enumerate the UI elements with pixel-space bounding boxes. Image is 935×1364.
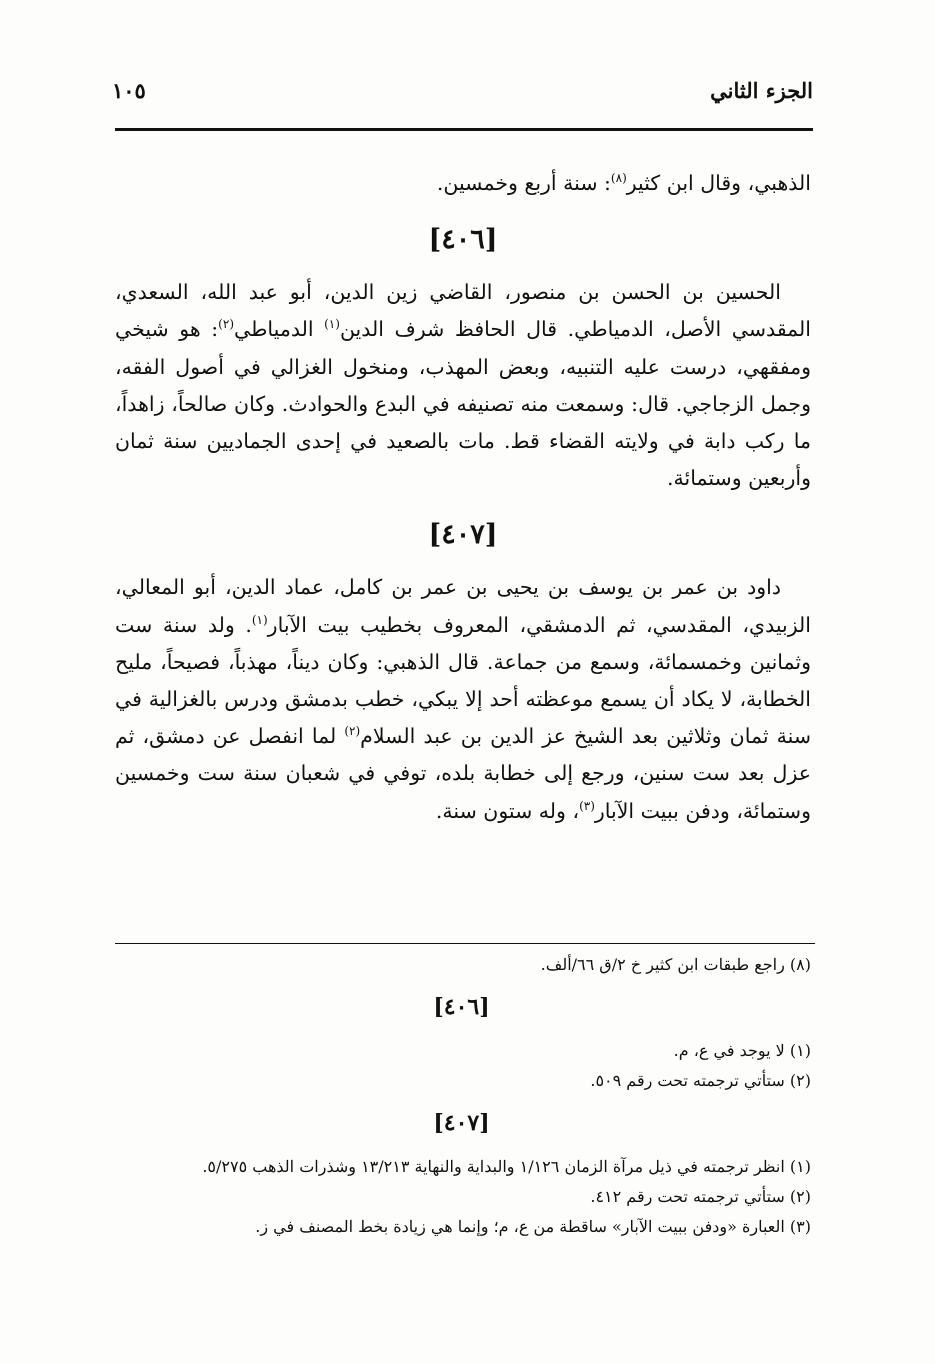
footnote-rule	[115, 943, 815, 944]
main-text	[115, 165, 811, 830]
footnote	[112, 950, 811, 980]
footnote	[112, 1066, 811, 1096]
running-header	[112, 78, 813, 103]
entry-407-text	[115, 569, 811, 829]
header-rule	[115, 128, 813, 131]
footnote-mark: (٨)	[789, 955, 811, 974]
page-number: ١٠٥	[112, 78, 146, 103]
footnote-ref: (١)	[324, 317, 340, 332]
entry-text-part: داود بن عمر بن يوسف بن يحيى بن عمر بن كامل، عماد الدين، أبو المعالي، الزبيدي، المقدسي، ثم الدمشقي، المعروف بخطيب بيت الآبار	[115, 575, 811, 637]
intro-paragraph	[115, 165, 811, 202]
footnote	[112, 1036, 811, 1066]
footnote-ref: (٢)	[218, 317, 234, 332]
footnote-section-406: [٤٠٦]	[433, 994, 490, 1020]
footnote-mark: (٢)	[789, 1071, 811, 1090]
entry-406-text	[115, 274, 811, 497]
footnote-ref: (٣)	[579, 798, 595, 813]
footnotes	[112, 950, 811, 1242]
footnote-text: ستأتي ترجمته تحت رقم ٥٠٩.	[590, 1071, 785, 1090]
footnote	[112, 1182, 811, 1212]
entry-text-part: الحسين بن الحسن بن منصور، القاضي زين الدين، أبو عبد الله، السعدي، المقدسي الأصل، الدمياطي. قال الحافظ شرف الدين	[115, 280, 811, 342]
entry-text-part: : هو شيخي ومفقهي، درست عليه التنبيه، وبعض المهذب، ومنخول الغزالي في أصول الفقه، وجمل الزجاجي. قال: وسمعت منه تصنيفه في البدع والحوادث. وكان صالحاً، زاهداً، ما ركب دابة في ولايته القضاء قط. مات بالصعيد في إحدى الجماديين سنة ثمان وأربعين وستمائة.	[115, 317, 811, 491]
footnote-mark: (٣)	[789, 1217, 811, 1236]
footnote-ref: (٢)	[344, 724, 361, 739]
entry-text-part: ، وله ستون سنة.	[435, 798, 580, 823]
footnote-text: ستأتي ترجمته تحت رقم ٤١٢.	[590, 1187, 785, 1206]
entry-number-406: [٤٠٦]	[428, 224, 498, 256]
footnote	[112, 1152, 811, 1182]
footnote	[112, 1212, 811, 1242]
entry-text-part: . ولد سنة ست وثمانين وخمسمائة، وسمع من جماعة. قال الذهبي: وكان ديناً، مهذباً، فصيحاً، مليح الخطابة، لا يكاد أن يسمع موعظته أحد إلا يبكي، خطب بدمشق ودرس بالغزالية في سنة ثمان وثلاثين بعد الشيخ عز الدين بن عبد السلام	[115, 612, 811, 749]
entry-text-part: الدمياطي	[234, 317, 325, 342]
intro-text-end: : سنة أربع وخمسين.	[436, 171, 611, 195]
entry-text-part: لما انفصل عن دمشق، ثم عزل بعد ست سنين، ورجع إلى خطابة بلده، توفي في شعبان سنة ست وخمسين وستمائة، ودفن ببيت الآبار	[115, 724, 811, 823]
footnote-text: لا يوجد في ع، م.	[673, 1041, 785, 1060]
footnote-section-407: [٤٠٧]	[433, 1110, 490, 1136]
footnote-ref: (١)	[251, 612, 268, 627]
entry-number-407: [٤٠٧]	[428, 519, 498, 551]
footnote-text: العبارة «ودفن ببيت الآبار» ساقطة من ع، م؛ وإنما هي زيادة بخط المصنف في ز.	[255, 1217, 785, 1236]
footnote-text: راجع طبقات ابن كثير خ ٢/ق ٦٦/ألف.	[540, 955, 785, 974]
volume-title: الجزء الثاني	[710, 78, 813, 103]
footnote-mark: (١)	[789, 1157, 811, 1176]
intro-text: الذهبي، وقال ابن كثير	[626, 171, 811, 195]
footnote-text: انظر ترجمته في ذيل مرآة الزمان ١/١٢٦ والبداية والنهاية ١٣/٢١٣ وشذرات الذهب ٥/٢٧٥.	[202, 1157, 785, 1176]
footnote-ref: (٨)	[610, 171, 627, 186]
footnote-mark: (١)	[789, 1041, 811, 1060]
footnote-mark: (٢)	[789, 1187, 811, 1206]
